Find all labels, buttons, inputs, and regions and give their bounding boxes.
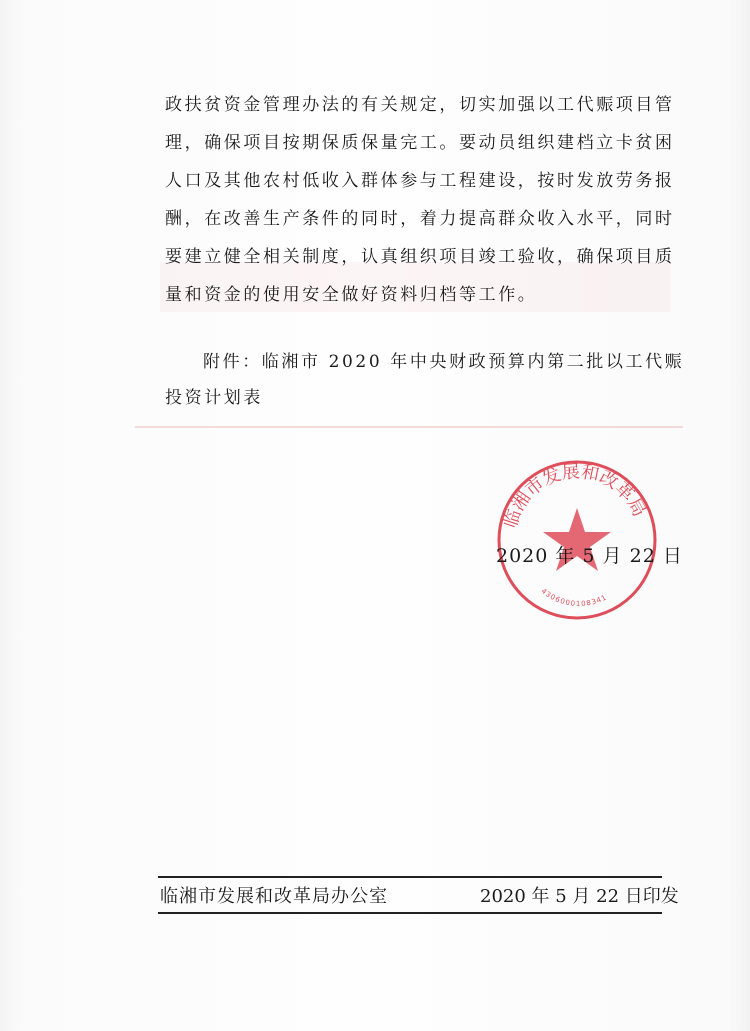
bleed-through-red-rule xyxy=(135,426,683,428)
seal-code: 4306000108341 xyxy=(539,587,609,609)
body-line: 政扶贫资金管理办法的有关规定，切实加强以工代赈项目管 xyxy=(165,95,675,115)
attachment-line: 附件：临湘市 2020 年中央财政预算内第二批以工代赈 xyxy=(203,352,685,372)
footer-issuer: 临湘市发展和改革局办公室 xyxy=(160,886,388,907)
body-line: 人口及其他农村低收入群体参与工程建设，按时发放劳务报 xyxy=(165,171,675,191)
footer-bottom-rule xyxy=(158,912,662,914)
footer-print-date: 2020 年 5 月 22 日印发 xyxy=(480,886,679,907)
attachment-line-cont: 投资计划表 xyxy=(165,388,263,408)
body-line: 酬，在改善生产条件的同时，着力提高群众收入水平，同时 xyxy=(165,209,675,229)
svg-text:4306000108341 xyxy=(540,587,609,608)
body-line: 量和资金的使用安全做好资料归档等工作。 xyxy=(165,285,538,305)
seal-text: 临湘市发展和改革局 xyxy=(500,461,650,531)
document-date: 2020 年 5 月 22 日 xyxy=(496,545,683,567)
footer-top-rule xyxy=(158,876,662,878)
body-line: 要建立健全相关制度，认真组织项目竣工验收，确保项目质 xyxy=(165,247,675,267)
official-seal-icon xyxy=(495,458,659,622)
body-line: 理，确保项目按期保质保量完工。要动员组织建档立卡贫困 xyxy=(165,133,675,153)
